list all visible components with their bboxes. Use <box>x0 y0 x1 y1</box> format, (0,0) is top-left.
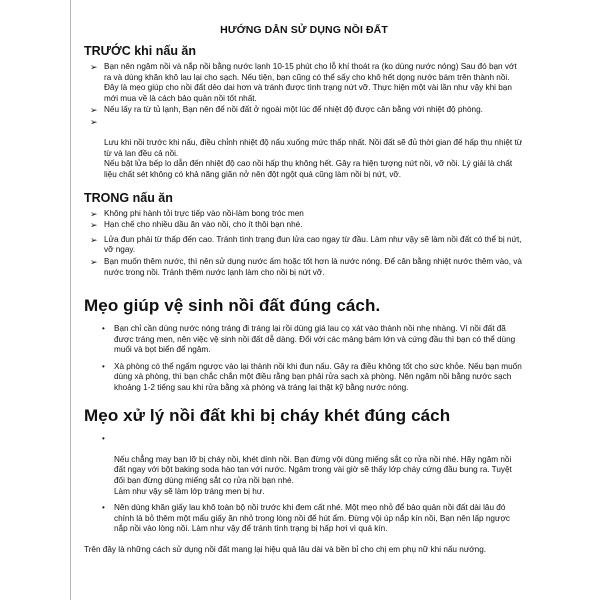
list-item-text: Bạn chỉ cần dùng nước nóng tráng đi tráng lại rồi dùng giá lau cọ xát vào thành nồi nhẹ nhàng. Vì nồi đất đã được tráng men, nên việc vệ sinh nồi đất dễ dàng. Đối với các mảng bám lớn và cứng đầu thì bạn có thể dùng muối và bọt biển để ngâm. <box>114 324 516 355</box>
arrow-right-icon: ➢ <box>90 220 98 231</box>
document-title: HƯỚNG DẪN SỬ DỤNG NỒI ĐẤT <box>220 24 388 36</box>
list-item <box>84 434 524 498</box>
bullet-icon: • <box>102 361 105 371</box>
section-before-heading: TRƯỚC khi nấu ăn <box>84 44 197 58</box>
section-during-heading: TRONG nấu ăn <box>84 190 173 205</box>
list-item <box>84 235 524 256</box>
list-item <box>84 257 524 278</box>
closing-paragraph: Trên đây là những cách sử dụng nồi đất mang lại hiệu quả lâu dài và bền bỉ cho chị em phụ nữ khi nấu nướng. <box>84 545 487 554</box>
list-item-text: Hạn chế cho nhiều dầu ăn vào nồi, cho ít thôi bạn nhé. <box>104 220 303 230</box>
list-item-text: Bạn nên ngâm nồi và nắp nồi bằng nước lạnh 10-15 phút cho lỗ khí thoát ra (ko dùng nước nóng) Sau đó bạn vớt ra và dùng khăn khô lau lại cho sạch. Nếu tiện, bạn cũng có thể sấy cho khô hết dọng nước bám trên thành nồi. Đây là mẹo giúp cho nồi đất dẻo dai hơn và tránh được tình trạng nứt vỡ. Thực hiện một vài lần như vậy khi bạn mới mua về là cách bảo quản nồi tốt nhất. <box>104 62 517 103</box>
list-item <box>84 117 524 181</box>
list-item-text: Nếu lấy ra từ tủ lạnh, Bạn nên để nồi đất ở ngoài một lúc để nhiệt độ được cân bằng với nhiệt độ phòng. <box>104 105 483 115</box>
list-item-text: Lưu khi nồi trước khi nấu, điều chỉnh nhiệt độ nấu xuống mức thấp nhất. Nồi đất sẽ đủ thời gian để hấp thụ nhiệt từ từ và lan đều cả nồi. Nếu bật lửa bếp lo dẫn đến nhiệt độ cao nồi hấp thụ không hết. Gây ra hiện tượng nứt nồi, vỡ nồi. Lý giải là chất liệu chất sét không có khả năng giãn nở nên đột ngột quá cũng làm nồi bị nứt, vỡ. <box>104 138 523 179</box>
list-item-text: Nên dùng khăn giấy lau khô toàn bộ nồi trước khi đem cất nhé. Một mẹo nhỏ để bảo quản nồi đất dài lâu đó chính là bỏ thêm một mẩu giấy ăn nhỏ trong lòng nồi để hút ẩm. Đừng vội úp nắp kín nồi, Bạn nên lấp ngược nắp nồi vào lòng nồi. Làm như vậy để tránh tình trạng bị hấp hơi vì quá kín. <box>114 503 510 534</box>
list-item <box>84 105 524 116</box>
arrow-right-icon: ➢ <box>90 62 98 72</box>
arrow-right-icon: ➢ <box>90 116 98 127</box>
list-item-text: Bạn muốn thêm nước, thì nên sử dụng nước ấm hoặc tốt hơn là nước nóng. Để cân bằng nhiệt nước thêm vào, và nước trong nồi. Tránh thêm nước lạnh làm cho nồi bị nứt vỡ. <box>104 256 522 277</box>
bullet-icon: • <box>102 324 105 334</box>
page-left-edge <box>70 0 71 600</box>
list-item-text: Không phi hành tỏi trực tiếp vào nồi-làm bong tróc men <box>104 208 304 218</box>
list-item-text: Xà phòng có thể ngấm ngược vào lại thành nồi khi đun nấu. Gây ra điều không tốt cho sức khỏe. Nếu bạn muốn dùng xà phòng, thì bạn chắc chắn một điều rằng bạn phải rửa sạch xà phòng. Nên ngâm nồi bằng nước sạch khoảng 1-2 tiếng sau khi rửa bằng xà phòng và tráng lại thật kỹ bằng nước nóng. <box>114 361 522 393</box>
arrow-right-icon: ➢ <box>90 208 98 219</box>
list-item <box>84 220 524 231</box>
list-item-text: Nếu chẳng may bạn lỡ bị cháy nồi, khét dính nồi. Bạn đừng vội dùng miếng sắt cọ rửa nồi nhé. Hãy ngâm nồi đất ngay với bột baking soda hào tan với nước. Ngâm trong vài giờ sẽ thấy lớp cháy cứng đầu bung ra. Tuyệt đối bạn đừng dùng miếng sắt cọ rửa nồi bạn nhé. Làm như vậy sẽ làm lớp tráng men bị hư. <box>114 454 512 496</box>
section-cleaning-list <box>84 324 524 394</box>
arrow-right-icon: ➢ <box>90 234 98 245</box>
document-page <box>84 20 524 556</box>
arrow-right-icon: ➢ <box>90 105 98 116</box>
list-item <box>84 62 524 104</box>
section-burnt-heading: Mẹo xử lý nồi đất khi bị cháy khét đúng cách <box>84 405 451 425</box>
section-cleaning-heading: Mẹo giúp vệ sinh nồi đất đúng cách. <box>84 296 381 316</box>
section-burnt-list <box>84 434 524 535</box>
section-before-list <box>84 62 524 181</box>
list-item-text: Lửa đun phải từ thấp đến cao. Tránh tình trạng đun lửa cao ngay từ đầu. Làm như vậy sẽ làm nồi đất có thể bị nứt, vỡ ngay. <box>104 234 522 255</box>
list-item <box>84 503 524 535</box>
list-item <box>84 324 524 356</box>
list-item <box>84 362 524 394</box>
section-during-list <box>84 209 524 279</box>
bullet-icon: • <box>102 503 105 513</box>
arrow-right-icon: ➢ <box>90 256 98 267</box>
list-item <box>84 209 524 220</box>
bullet-icon: • <box>102 433 105 443</box>
